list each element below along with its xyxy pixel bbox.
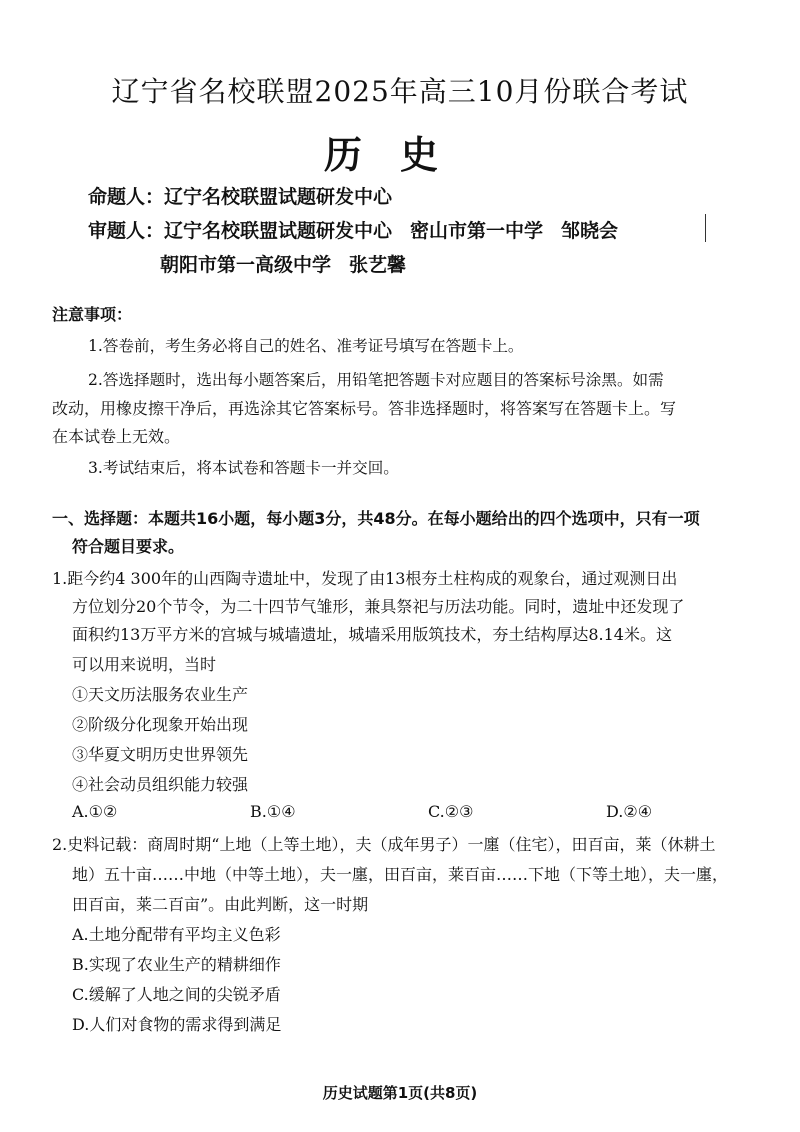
notice-item-2-line-3: 在本试卷上无效。 bbox=[52, 427, 181, 446]
q1-line-3: 面积约13万平方米的宫城与城墙遗址，城墙采用版筑技术，夯土结构厚达8.14米。这 bbox=[72, 625, 672, 644]
subject-title: 历史 bbox=[323, 133, 476, 177]
q2-option-d: D.人们对食物的需求得到满足 bbox=[72, 1015, 282, 1034]
section-header-line-2: 符合题目要求。 bbox=[72, 537, 185, 556]
margin-bar bbox=[705, 214, 706, 242]
q2-line-1: 2.史料记载：商周时期“上地（上等土地），夫（成年男子）一廛（住宅），田百亩，莱（休耕土 bbox=[52, 835, 716, 854]
author: 辽宁名校联盟试题研发中心 bbox=[164, 186, 393, 208]
notice-item-2-line-1: 2.答选择题时，选出每小题答案后，用铅笔把答题卡对应题目的答案标号涂黑。如需 bbox=[88, 371, 664, 389]
author-label: 命题人： bbox=[88, 186, 165, 208]
q1-option-b: B.①④ bbox=[250, 802, 296, 821]
notice-title: 注意事项： bbox=[52, 305, 133, 324]
q1-line-4: 可以用来说明，当时 bbox=[72, 655, 217, 674]
exam-title: 辽宁省名校联盟2025年高三10月份联合考试 bbox=[111, 75, 689, 108]
q1-statement-1: ①天文历法服务农业生产 bbox=[72, 685, 249, 704]
reviewer-2-name: 邹晓会 bbox=[561, 220, 619, 242]
page-footer: 历史试题第1页(共8页) bbox=[322, 1084, 478, 1102]
q2-option-b: B.实现了农业生产的精耕细作 bbox=[72, 955, 281, 974]
author-line bbox=[88, 182, 392, 209]
q1-line-1: 1.距今约4 300年的山西陶寺遗址中，发现了由13根夯土柱构成的观象台，通过观测日出 bbox=[52, 569, 678, 588]
reviewer-line-1 bbox=[88, 216, 618, 243]
q2-line-2: 地）五十亩……中地（中等土地），夫一廛，田百亩，莱百亩……下地（下等土地），夫一廛， bbox=[72, 865, 729, 884]
q1-option-d: D.②④ bbox=[606, 802, 653, 821]
reviewer-line-2 bbox=[160, 250, 406, 277]
notice-item-1: 1.答卷前，考生务必将自己的姓名、准考证号填写在答题卡上。 bbox=[88, 337, 524, 355]
reviewer-1: 辽宁名校联盟试题研发中心 bbox=[164, 220, 393, 242]
reviewer-label: 审题人： bbox=[88, 220, 165, 242]
q1-option-c: C.②③ bbox=[428, 802, 474, 821]
q2-line-3: 田百亩，莱二百亩”。由此判断，这一时期 bbox=[72, 895, 369, 914]
reviewer-2: 密山市第一中学 bbox=[410, 220, 544, 242]
q1-option-a: A.①② bbox=[72, 802, 118, 821]
section-header-line-1: 一、选择题：本题共16小题，每小题3分，共48分。在每小题给出的四个选项中，只有一项 bbox=[52, 509, 700, 528]
q1-statement-2: ②阶级分化现象开始出现 bbox=[72, 715, 249, 734]
q1-statement-3: ③华夏文明历史世界领先 bbox=[72, 745, 249, 764]
notice-item-2-line-2: 改动，用橡皮擦干净后，再选涂其它答案标号。答非选择题时，将答案写在答题卡上。写 bbox=[52, 399, 677, 418]
q1-line-2: 方位划分20个节令，为二十四节气雏形，兼具祭祀与历法功能。同时，遗址中还发现了 bbox=[72, 597, 685, 616]
notice-item-3: 3.考试结束后，将本试卷和答题卡一并交回。 bbox=[88, 459, 399, 477]
reviewer-3: 朝阳市第一高级中学 bbox=[160, 254, 332, 276]
reviewer-3-name: 张艺馨 bbox=[349, 254, 407, 276]
q2-option-a: A.土地分配带有平均主义色彩 bbox=[72, 925, 281, 944]
q1-statement-4: ④社会动员组织能力较强 bbox=[72, 775, 249, 794]
q2-option-c: C.缓解了人地之间的尖锐矛盾 bbox=[72, 985, 281, 1004]
